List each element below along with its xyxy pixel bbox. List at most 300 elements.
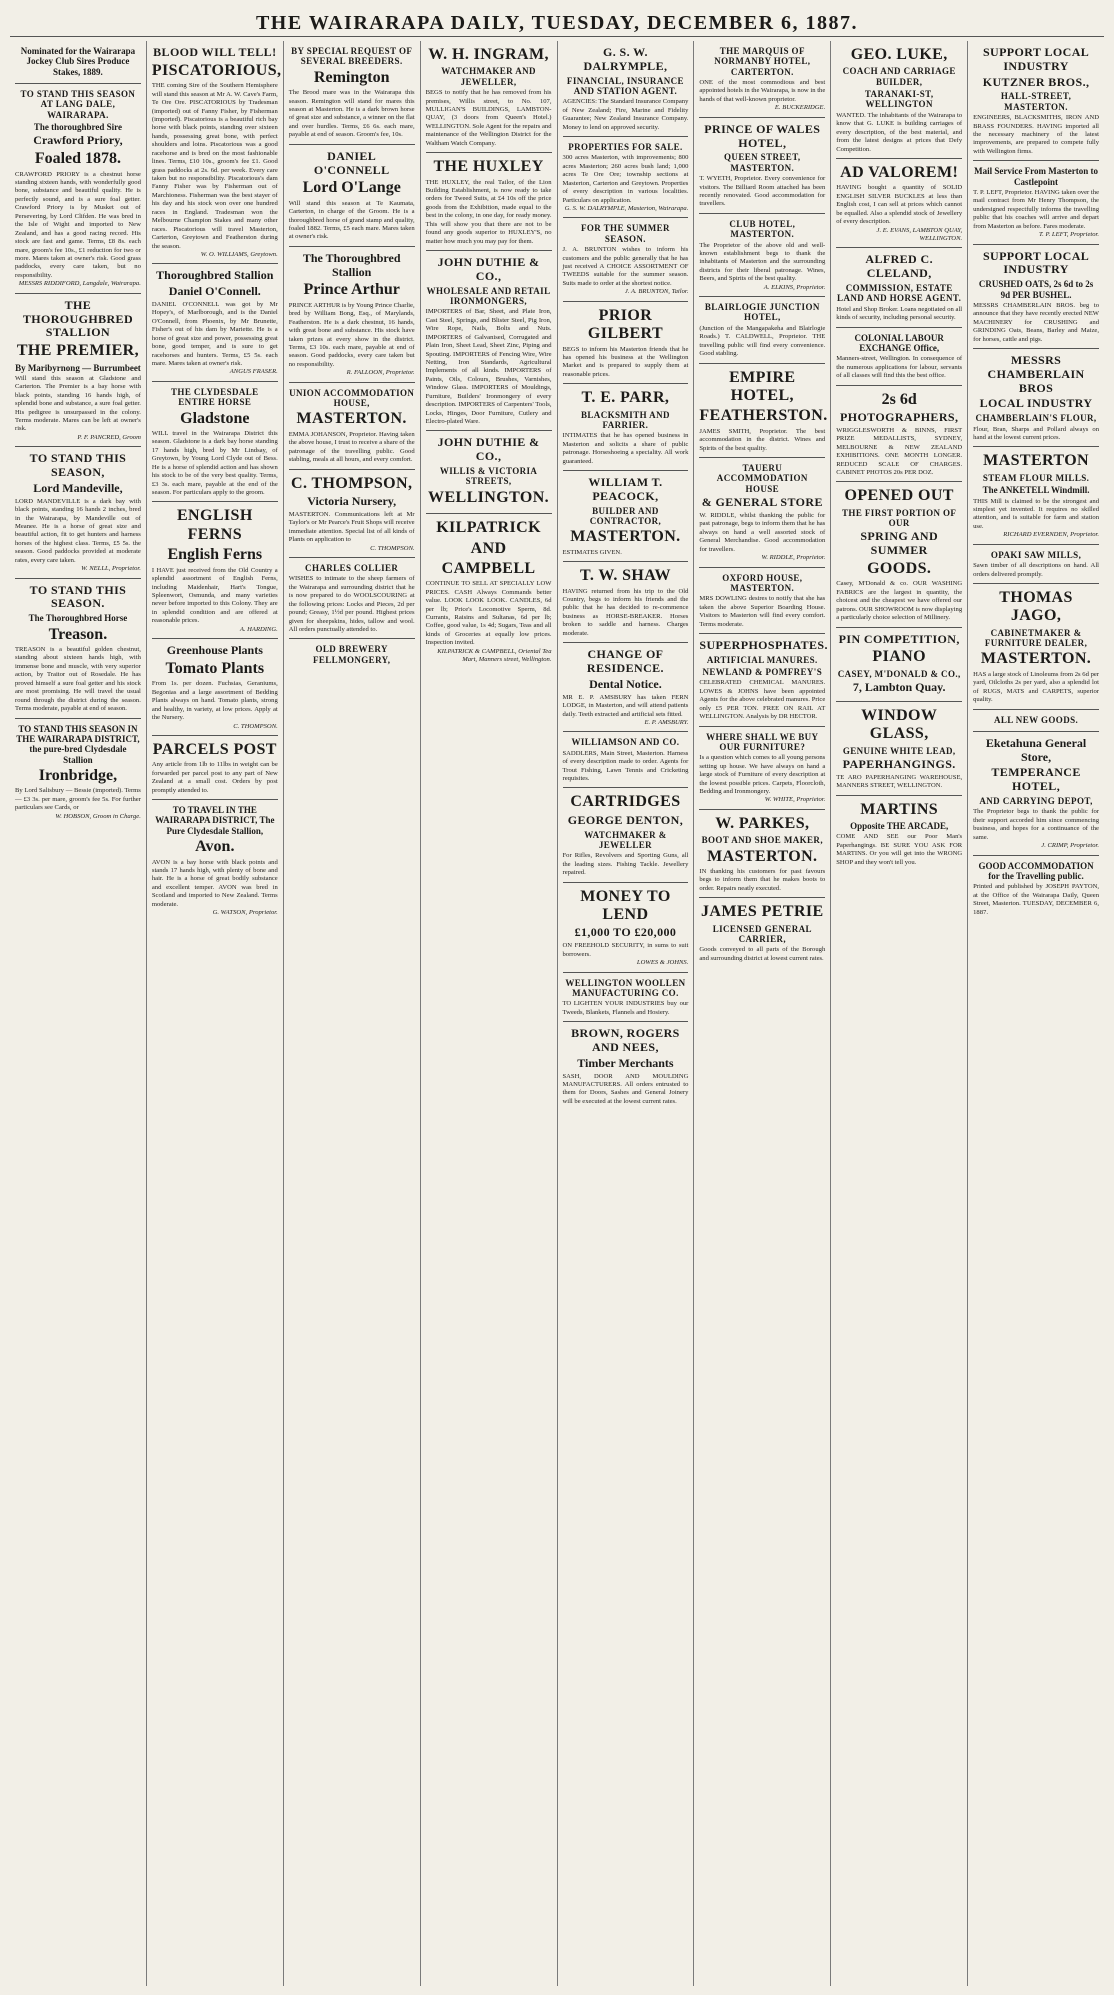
ad-body: Flour, Bran, Sharps and Pollard always on hand at the lowest current prices. <box>973 425 1099 442</box>
ad-heading: TAUERU ACCOMMODATION HOUSE <box>716 463 808 494</box>
ad-body: CELEBRATED CHEMICAL MANURES. LOWES & JOHNS have been appointed Agents for the above celebrated manures. Price only £5 PER TON. FREE ON RAIL AT WELLINGTON. Analysis by DR HECTOR. <box>699 679 826 721</box>
ad-heading: AND <box>470 539 507 557</box>
advertisement <box>699 634 828 727</box>
ad-heading: TARANAKI-ST, WELLINGTON <box>864 89 934 110</box>
ad-body: DANIEL O'CONNELL was got by Mr Hopey's, of Marlborough, and is the Daniel O'Connell, from Phoenix, by Mr Brunette, Fisher's out of his dam by Mariette. He is a horse of great size and power, possessing great bone, good temper, and is sure to get racehorses and hunters. Terms, £5 5s. each mare. Mares taken at owner's risk. <box>151 300 278 368</box>
ad-heading: BLAIRLOGIE JUNCTION HOTEL, <box>704 302 820 323</box>
ad-body: Goods conveyed to all parts of the Borough and surrounding district at lowest current rates. <box>699 946 826 962</box>
ad-heading: Daniel O'Connell. <box>168 284 261 299</box>
ad-body: MRS DOWLING desires to notify that she has taken the above Superior Boarding House. Visitors to Masterton will find every comfort. Terms moderate. <box>699 595 826 628</box>
ad-heading: GENUINE WHITE LEAD, <box>842 745 956 756</box>
ad-heading: SUPPORT LOCAL INDUSTRY <box>982 45 1090 73</box>
ad-heading: SUPPORT LOCAL INDUSTRY <box>982 248 1090 277</box>
ad-heading: BROWN, ROGERS AND NEES, <box>571 1026 680 1054</box>
advertisement <box>836 328 962 386</box>
ad-body: J. A. BRUNTON wishes to inform his customers and the public generally that he has just received A CHOICE ASSORTMENT OF TWEEDS suitable for the summer season. Suits made to order at the shortest notice. <box>562 246 689 287</box>
ad-signature: C. THOMPSON. <box>370 544 415 552</box>
ad-heading: Foaled 1878. <box>34 150 122 168</box>
ad-heading: 7, Lambton Quay. <box>852 680 946 695</box>
advertisement <box>426 431 552 514</box>
columns-container <box>10 41 1104 1986</box>
ad-heading: GOOD ACCOMMODATION for the Travelling public. <box>978 860 1094 881</box>
ad-body: AVON is a bay horse with black points and stands 17 hands high, with plenty of bone and hair. He is a horse of great bodily substance and excellent temper. AVON was bred in Scotland and imported to New Zealand. Terms moderate. <box>151 858 278 908</box>
ad-heading: WATCHMAKER & JEWELLER <box>584 829 667 850</box>
column-6 <box>694 41 831 1986</box>
column-7 <box>831 41 968 1986</box>
ad-heading: TO TRAVEL IN THE WAIRARAPA DISTRICT, The Pure Clydesdale Stallion, <box>155 805 275 836</box>
ad-heading: T. E. PARR, <box>581 389 670 407</box>
ad-body: PRINCE ARTHUR is by Young Prince Charlie, bred by William Bong, Esq., of Marylands, Featherston. He is a dark chestnut, 16 hands, with great bone and substance. His stock have taken prizes at every show in the district. Terms, £3 10s. each mare, payable at end of season. Good paddocks, every care taken but no responsibility. <box>288 301 415 368</box>
ad-body: THE coming Sire of the Southern Hemisphere will stand this season at Mr A. W. Cave's Farm, Te Ore Ore. PISCATORIOUS by Tradesman (imported) out of Fanny Fisher, by Fisherman (imported). Piscatorious is a beautiful rich bay horse with black points, standing over sixteen hands, possessing great bone, with perfect shoulders and loins. Piscatorious was a good racehorse and is bred on the most fashionable lines. Terms, £10 10s., groom's fee £1. Good grass paddocks at 2s. 6d. per week. Every care taken but no responsibility. Piscatorious's dam Fanny Fisher was by Fisherman out of Marchioness. Fisherman was the best stayer of his day and his stock won over one hundred races in England. Tradesman won the Melbourne Champion Stakes and many other races. Piscatorious will travel Masterton, Carterton, Greytown and Featherston during the season. <box>151 82 278 250</box>
ad-heading: CABINETMAKER & FURNITURE DEALER, <box>984 627 1088 649</box>
advertisement <box>836 482 962 627</box>
ad-signature: KILPATRICK & CAMPBELL, Oriental Tea Mart, Manners street, Wellington. <box>437 647 552 664</box>
ad-heading: Tomato Plants <box>165 659 265 677</box>
ad-heading: FINANCIAL, INSURANCE AND STATION AGENT. <box>566 75 684 96</box>
advertisement <box>973 732 1099 856</box>
ad-signature: J. A. BRUNTON, Tailor. <box>624 288 689 296</box>
ad-body: ONE of the most commodious and best appointed hotels in the Wairarapa, is now in the hands of that well-known proprietor. <box>699 79 826 103</box>
ad-heading: Timber Merchants <box>577 1055 674 1070</box>
ad-body: (Junction of the Mangapakeha and Blairlogie Roads.) T. CALDWELL, Proprietor. THE travelling public will find every convenience. Good stabling. <box>699 324 826 358</box>
advertisement <box>836 796 962 871</box>
ad-heading: Remington <box>313 68 390 86</box>
advertisement <box>289 470 415 558</box>
ad-heading: PROPERTIES FOR SALE. <box>568 142 683 153</box>
ad-heading: WHERE SHALL WE BUY OUR FURNITURE? <box>706 731 819 752</box>
ad-heading: UNION ACCOMMODATION HOUSE, <box>289 387 415 409</box>
advertisement <box>289 639 415 671</box>
advertisement <box>563 302 689 385</box>
advertisement <box>152 382 278 503</box>
advertisement <box>836 628 962 702</box>
ad-heading: THE THOROUGHBRED STALLION <box>22 297 134 340</box>
ad-signature: C. THOMPSON. <box>233 722 278 730</box>
ad-heading: Avon. <box>195 838 235 856</box>
ad-heading: WILLIAMSON AND CO. <box>571 737 680 748</box>
advertisement <box>15 447 141 578</box>
ad-heading: THE CLYDESDALE ENTIRE HORSE <box>171 386 259 408</box>
ad-heading: AD VALOREM! <box>840 163 959 181</box>
ad-heading: WHOLESALE AND RETAIL IRONMONGERS, <box>426 285 551 306</box>
advertisement <box>563 973 689 1023</box>
ad-heading: Dental Notice. <box>589 676 662 691</box>
ad-body: LORD MANDEVILLE is a dark bay with black points, standing 16 hands 2 inches, bred in the Wairarapa, by Mandeville out of Meanee. He is a horse of great size and beautiful action, fit to get hunters and harness horses of the highest class. Terms, £5 5s. the season. Good paddocks provided at moderate rates, every care taken. <box>15 497 141 564</box>
advertisement <box>836 159 962 248</box>
advertisement <box>699 568 825 634</box>
ad-heading: ARTIFICIAL MANURES. <box>706 654 818 665</box>
ad-heading: COACH AND CARRIAGE BUILDER, <box>842 66 956 87</box>
ad-heading: FOR THE SUMMER SEASON. <box>580 223 670 244</box>
ad-body: T. P. LEFT, Proprietor. HAVING taken over the mail contract from Mr Henry Thompson, the undersigned respectfully informs the travelling public that his coaches will arrive and depart from Masterton as before. Fares moderate. <box>973 188 1099 230</box>
ad-body: TO LIGHTEN YOUR INDUSTRIES buy our Tweeds, Blankets, Flannels and Hosiery. <box>562 1000 689 1016</box>
ad-body: ENGINEERS, BLACKSMITHS, IRON AND BRASS FOUNDERS. HAVING imported all the necessary machinery of the latest improvements, are prepared to compete fully with Wellington firms. <box>973 114 1099 155</box>
ad-heading: Mail Service From Masterton to Castlepoint <box>974 166 1098 187</box>
ad-body: Sawn timber of all descriptions on hand. All orders delivered promptly. <box>973 562 1099 578</box>
ad-heading: Victoria Nursery, <box>307 494 397 509</box>
ad-heading: WELLINGTON WOOLLEN MANUFACTURING CO. <box>565 977 686 998</box>
ad-heading: AND CARRYING DEPOT, <box>979 796 1093 807</box>
ad-heading: Lord O'Lange <box>302 179 401 197</box>
ad-body: The Brood mare was in the Wairarapa this season. Remington will stand for mares this season at Masterton. He is a dark brown horse of great size and substance, a winner on the flat and over hurdles. Terms, £6 6s. each mare, payable at end of season. Groom's fee, 10s. <box>288 89 415 139</box>
ad-heading: Thoroughbred Stallion <box>156 268 274 283</box>
ad-heading: ALL NEW GOODS. <box>993 714 1079 725</box>
ad-body: From 1s. per dozen. Fuchsias, Geraniums, Begonias and a large assortment of Bedding Plants always on hand. Tomato plants, strong and healthy, in variety, at low prices. Apply at the Nursery. <box>151 680 278 722</box>
ad-heading: PRIOR GILBERT <box>587 306 664 343</box>
ad-heading: WINDOW GLASS, <box>861 706 938 743</box>
ad-heading: STEAM FLOUR MILLS. <box>982 472 1090 483</box>
ad-body: TREASON is a beautiful golden chestnut, standing about sixteen hands high, with immense bone and muscle, with very superior action, by Traitor out of Rosedale. He has proved himself a sure foal getter and his stock are most promising. He will travel the usual round through the district during the season. Terms moderate, payable at end of season. <box>15 646 141 713</box>
ad-heading: THE MARQUIS OF NORMANBY HOTEL, CARTERTON. <box>714 46 811 77</box>
ad-heading: PIANO <box>872 648 926 666</box>
advertisement <box>152 800 278 921</box>
ad-body: EMMA JOHANSON, Proprietor. Having taken the above house, I trust to receive a share of the patronage of the travelling public. Good stabling, meals at all hours, and every comfort. <box>288 430 415 464</box>
advertisement <box>836 248 962 327</box>
ad-body: WISHES to intimate to the sheep farmers of the Wairarapa and surrounding district that he is now prepared to do WOOLSCOURING at the following prices: Locks and Pieces, 2d per pound; Greasy, 1½d per pound. Highest prices given for sheepskins, hides, tallow and wool. All orders punctually attended to. <box>288 575 415 633</box>
ad-signature: MESSRS RIDDIFORD, Langdale, Wairarapa. <box>18 280 141 288</box>
advertisement <box>699 297 825 363</box>
ad-heading: SUPERPHOSPHATES. <box>699 637 828 652</box>
advertisement <box>699 898 825 967</box>
advertisement <box>563 732 689 788</box>
ad-heading: PISCATORIOUS, <box>151 61 282 79</box>
ad-signature: A. ELKINS, Proprietor. <box>763 283 826 291</box>
advertisement <box>973 584 1099 710</box>
column-5 <box>558 41 695 1986</box>
ad-heading: LICENSED GENERAL CARRIER, <box>712 923 812 945</box>
ad-body: WRIGGLESWORTH & BINNS, FIRST PRIZE MEDALLISTS, SYDNEY, MELBOURNE & NEW ZEALAND EXHIBITIONS. ONE MONTH LONGER. REDUCED SCALE OF CHARGES. CABINET PHOTOS 20s PER DOZ. <box>836 426 963 476</box>
ad-heading: MONEY TO LEND <box>580 887 671 924</box>
advertisement <box>289 145 415 247</box>
ad-heading: WATCHMAKER AND JEWELLER, <box>441 66 536 87</box>
ad-heading: MESSRS CHAMBERLAIN BROS <box>987 353 1085 395</box>
advertisement <box>289 247 415 383</box>
ad-body: INTIMATES that he has opened business in Masterton and solicits a share of public patronage. Horseshoeing a speciality. All work guaranteed. <box>562 432 689 465</box>
ad-heading: JAMES PETRIE <box>701 903 824 921</box>
ad-heading: TO STAND THIS SEASON IN THE WAIRARAPA DISTRICT, the pure-bred Clydesdale Stallion <box>16 723 140 765</box>
advertisement <box>15 84 141 294</box>
ad-signature: E. P. AMSBURY. <box>644 718 689 726</box>
ad-heading: The Thoroughbred Stallion <box>302 250 401 279</box>
ad-heading: BUILDER AND CONTRACTOR, <box>589 505 662 527</box>
ad-heading: Greenhouse Plants <box>166 643 263 658</box>
ad-heading: OPENED OUT <box>844 487 954 505</box>
advertisement <box>563 883 689 973</box>
ad-heading: GOODS. <box>867 560 932 578</box>
advertisement <box>973 245 1099 349</box>
advertisement <box>699 364 828 458</box>
ad-heading: C. THOMPSON, <box>290 474 413 492</box>
ad-body: W. RIDDLE, whilst thanking the public for past patronage, begs to inform them that he has always on hand a well assorted stock of General Merchandise. Good accommodation for travellers. <box>699 511 826 553</box>
ad-heading: CAMPBELL <box>441 559 536 577</box>
ad-heading: COLONIAL LABOUR EXCHANGE Office, <box>854 332 944 353</box>
ad-heading: £1,000 TO £20,000 <box>574 925 677 940</box>
ad-body: IMPORTERS of Bar, Sheet, and Plate Iron, Cast Steel, Springs, and Blister Steel, Pig Iron, Wire Rope, Nails, Bolts and Nuts. IMPORTERS of Galvanised, Corrugated and Plain Iron, Sheet Lead, Sheet Zinc, Piping and Spouting. IMPORTERS of Fencing Wire, Wire Netting, Iron Standards, Agricultural Implements of all kinds. IMPORTERS of Paints, Oils, Colours, Brushes, Varnishes, Window Glass. IMPORTERS of Mouldings, Furniture, Builders' Ironmongery of every description. IMPORTERS of Carpenters' Tools, Locks, Hinges, Door Furniture, Cutlery and Electro-plated Ware. <box>425 308 552 425</box>
ad-heading: ALFRED C. CLELAND, <box>865 252 933 281</box>
ad-heading: By Maribyrnong — Burrumbeet <box>15 362 141 373</box>
ad-heading: Prince Arthur <box>303 281 400 299</box>
ad-heading: PAPERHANGINGS. <box>842 757 956 772</box>
ad-body: BEGS to notify that he has removed from his premises, Willis street, to No. 107, MULLIGAN'S BUILDINGS, LAMBTON-QUAY, (3 doors from Queen's Hotel.) WELLINGTON. Sole Agent for the repairs and maintenance of the Wellington District for the Waltham Watch Company. <box>425 89 552 147</box>
ad-signature: J. CRIMP, Proprietor. <box>1041 842 1099 850</box>
ad-body: ON FREEHOLD SECURITY, in sums to suit borrowers. <box>562 942 689 958</box>
ad-heading: THE PREMIER, <box>16 342 140 360</box>
ad-heading: MARTINS <box>860 800 939 818</box>
ad-signature: RICHARD EVERNDEN, Proprietor. <box>1003 531 1099 539</box>
ad-signature: E. BUCKERIDGE. <box>774 104 826 112</box>
ad-signature: W. NELLL, Proprietor. <box>81 565 141 573</box>
ad-heading: PIN COMPETITION, <box>838 631 960 646</box>
ad-heading: COMMISSION, ESTATE LAND AND HORSE AGENT. <box>837 283 962 304</box>
ad-heading: CHANGE OF RESIDENCE. <box>586 647 664 676</box>
ad-body: SASH, DOOR AND MOULDING MANUFACTURERS. All orders entrusted to them for Doors, Sashes and General Joinery will be executed at the lowest current rates. <box>562 1072 689 1105</box>
ad-heading: ENGLISH FERNS <box>176 507 253 543</box>
ad-heading: WILLIS & VICTORIA STREETS, <box>439 466 538 487</box>
advertisement <box>289 383 415 470</box>
ad-body: The Proprietor of the above old and well-known establishment begs to thank the inhabitants of Masterton and the surrounding districts for their liberal patronage. Wines, Beers, and Spirits of the best quality. <box>699 241 826 283</box>
ad-heading: 2s 6d <box>881 390 917 408</box>
ad-heading: HALL-STREET, MASTERTON. <box>1000 91 1072 112</box>
ad-heading: SPRING AND SUMMER <box>860 529 939 558</box>
column-3 <box>284 41 421 1986</box>
advertisement <box>699 727 825 810</box>
ad-heading: T. W. SHAW <box>580 567 671 585</box>
ad-heading: Ironbridge, <box>38 766 118 784</box>
ad-heading: WELLINGTON. <box>428 488 550 506</box>
ad-body: WILL travel in the Wairarapa District this season. Gladstone is a dark bay horse standing 17 hands high, bred by Mr Lindsay, of Greytown, by Young Lord Clyde out of Bess. He is a horse of splendid action and has shown his stock to be of the very best quality. Terms, £3 3s. each mare, payable at the end of the season. For particulars apply to the groom. <box>151 429 278 497</box>
ad-heading: NEWLAND & POMFREY'S <box>702 667 823 678</box>
ad-body: I HAVE just received from the Old Country a splendid assortment of English Ferns, including Maidenhair, Hart's Tongue, Spleenwort, Osmunda, and many varieties never before imported to this Colony. They are in splendid condition and are offered at reasonable prices. <box>151 566 278 625</box>
advertisement <box>699 458 825 567</box>
ad-heading: BOOT AND SHOE MAKER, <box>701 835 823 846</box>
ad-body: THE HUXLEY, the real Tailor, of the Lion Building Establishment, is now ready to take orders for Tweed Suits, at £4 10s off the price goods from the Exhibition, made equal to the best in the colony, in one day, for ready money. This will show you that there are not to be found any goods superior to HUXLEY'S, no matter how much you may pay for them. <box>425 178 552 245</box>
advertisement <box>973 447 1099 544</box>
ad-heading: THOMAS JAGO, <box>999 588 1073 625</box>
ad-body: HAVING bought a quantity of SOLID ENGLISH SILVER BUCKLES at less than English cost, I can sell at prices which cannot be equalled. Also a splendid stock of Jewellery of every description. <box>836 184 963 226</box>
advertisement <box>426 41 552 153</box>
ad-heading: Nominated for the Wairarapa Jockey Club Sires Produce Stakes, 1889. <box>20 46 136 77</box>
ad-heading: OXFORD HOUSE, MASTERTON. <box>722 572 803 593</box>
ad-body: THIS Mill is claimed to be the strongest and simplest yet invented. It requires no skilled attention, and is suitable for farm and station use. <box>973 497 1099 530</box>
advertisement <box>699 214 825 297</box>
ad-heading: Lord Mandeville, <box>33 480 123 495</box>
ad-body: HAVING returned from his trip to the Old Country, begs to inform his friends and the public that he has decided to re-commence business as HORSE-BREAKER. Horses broken to saddle and harness. Charges moderate. <box>562 587 689 637</box>
ad-body: Is a question which comes to all young persons setting up house. We have always on hand a large stock of Furniture of every description at the lowest possible prices. Carpets, Floorcloth, Bedding and Ironmongery. <box>699 754 826 796</box>
ad-body: Will stand this season at Gladstone and Carterton. The Premier is a bay horse with black points, standing 16 hands high, of splendid bone and substance, a sure foal getter. His pedigree is unsurpassed in the colony. Terms moderate. Mares can be left at owner's risk. <box>15 374 141 433</box>
ad-body: ESTIMATES GIVEN. <box>562 548 622 556</box>
advertisement <box>152 639 278 736</box>
ad-heading: CLUB HOTEL, MASTERTON. <box>729 218 796 240</box>
advertisement <box>563 562 689 643</box>
ad-signature: W. RIDDLE, Proprietor. <box>761 554 826 562</box>
advertisement <box>699 810 825 898</box>
ad-heading: CRUSHED OATS, 2s 6d to 2s 9d PER BUSHEL. <box>978 279 1094 300</box>
ad-heading: CASEY, M'DONALD & CO., <box>837 668 961 679</box>
ad-heading: G. S. W. DALRYMPLE, <box>583 45 668 73</box>
ad-heading: The ANKETELL Windmill. <box>982 485 1090 496</box>
ad-body: COME AND SEE our Poor Man's Paperhangings. BE SURE YOU ASK FOR MARTINS. Or you will get into the WRONG SHOP and they won't tell you. <box>836 833 963 866</box>
ad-heading: TO STAND THIS SEASON AT LANG DALE, WAIRARAPA. <box>20 89 136 120</box>
ad-heading: English Ferns <box>167 546 263 564</box>
advertisement <box>563 137 689 218</box>
ad-signature: LOWES & JOHNS. <box>636 959 689 967</box>
ad-heading: MASTERTON. <box>707 847 818 865</box>
ad-body: T. WYETH, Proprietor. Every convenience for visitors. The Billiard Room attached has been recently renovated. Good accommodation for travellers. <box>699 175 826 208</box>
column-2 <box>147 41 284 1986</box>
ad-body: Printed and published by JOSEPH PAYTON, at the Office of the Wairarapa Daily, Queen Street, Masterton. TUESDAY, DECEMBER 6, 1887. <box>973 883 1099 916</box>
ad-signature: J. E. EVANS, LAMBTON QUAY, WELLINGTON. <box>876 226 963 242</box>
ad-body: For Rifles, Revolvers and Sporting Guns, all the leading sizes. Fishing Tackle. Jewellery repaired. <box>562 852 689 877</box>
advertisement <box>563 41 689 137</box>
ad-body: Any article from 1lb to 11lbs in weight can be forwarded per parcel post to any part of New Zealand at a small cost. Orders by post promptly attended to. <box>151 761 278 794</box>
advertisement <box>563 643 689 732</box>
ad-signature: A. HARDING. <box>239 625 278 633</box>
advertisement <box>15 294 141 448</box>
ad-heading: PHOTOGRAPHERS, <box>839 409 959 424</box>
ad-heading: GEO. LUKE, <box>850 46 948 63</box>
ad-heading: GEORGE DENTON, <box>567 812 684 827</box>
masthead: THE WAIRARAPA DAILY, TUESDAY, DECEMBER 6, 1887. <box>10 10 1104 37</box>
advertisement <box>15 719 141 826</box>
ad-heading: CHARLES COLLIER <box>305 563 399 573</box>
ad-heading: TO STAND THIS SEASON. <box>29 582 127 611</box>
ad-heading: BLOOD WILL TELL! <box>153 45 277 59</box>
advertisement <box>152 502 278 639</box>
ad-heading: MASTERTON. <box>980 650 1092 668</box>
advertisement <box>563 471 689 562</box>
ad-body: MR E. P. AMSBURY has taken FERN LODGE, in Masterton, and will attend patients daily. Teeth extracted and artificial sets fitted. <box>562 693 689 718</box>
advertisement <box>426 153 552 251</box>
ad-heading: The Thoroughbred Horse <box>28 613 128 624</box>
advertisement <box>151 41 282 264</box>
ad-body: TE ARO PAPERHANGING WAREHOUSE, MANNERS STREET, WELLINGTON. <box>836 773 963 790</box>
ad-body: Casey, M'Donald & co. OUR WASHING FABRICS are the largest in quantity, the choicest and the cheapest we have offered our patrons. OUR SHOWROOM is now displaying a particularly choice selection of Millinery. <box>836 580 963 622</box>
ad-heading: Treason. <box>48 625 108 643</box>
advertisement <box>563 218 689 301</box>
ad-heading: Opposite THE ARCADE, <box>850 821 949 832</box>
ad-heading: THE FIRST PORTION OF OUR <box>842 507 957 529</box>
advertisement <box>563 384 689 471</box>
advertisement <box>973 349 1099 447</box>
ad-heading: The thoroughbred Sire <box>33 122 122 133</box>
ad-signature: R. FALLOON, Proprietor. <box>346 369 415 377</box>
advertisement <box>699 118 825 214</box>
ad-body: CONTINUE TO SELL AT SPECIALLY LOW PRICES. CASH Always Commands better value. LOOK LOOK LOOK. CANDLES, 6d per lb; Price's Locomotive Sperm, 8d. Currants, Raisins and Sultanas, 6d per lb; Coffee, good value, 1s 4d; Sugars, Teas and all kinds of Groceries at equally low prices. Inspection invited. <box>425 580 552 647</box>
ad-signature: T. P. LEFT, Proprietor. <box>1038 231 1099 239</box>
ad-body: MASTERTON. Communications left at Mr Taylor's or Mr Pearce's Fruit Shops will receive immediate attention. Special list of all kinds of Plants on application to <box>288 510 415 544</box>
ad-body: IN thanking his customers for past favours begs to inform them that he makes boots to order. Repairs neatly executed. <box>699 868 826 892</box>
advertisement <box>836 41 962 159</box>
ad-heading: QUEEN STREET, MASTERTON. <box>724 152 801 173</box>
advertisement <box>836 702 962 796</box>
advertisement <box>289 558 415 639</box>
ad-body: Manners-street, Wellington. In consequence of the numerous applications for labour, servants of all classes will find this the best office. <box>836 355 963 380</box>
ad-heading: JOHN DUTHIE & CO., <box>437 255 540 283</box>
ad-heading: MASTERTON. <box>570 528 681 546</box>
ad-heading: EMPIRE HOTEL, <box>729 368 796 404</box>
advertisement <box>973 545 1099 584</box>
ad-body: HAS a large stock of Linoleums from 2s 6d per yard, Oilcloths 2s per yard, also a splendid lot of RUGS, MATS and CARPETS, superior quality. <box>973 670 1099 704</box>
advertisement <box>699 41 825 118</box>
advertisement <box>563 1022 689 1110</box>
ad-signature: G. S. W. DALRYMPLE, Masterton, Wairarapa. <box>564 205 689 212</box>
advertisement <box>973 710 1099 732</box>
ad-body: Hotel and Shop Broker. Loans negotiated on all kinds of security, including personal security. <box>836 305 963 322</box>
advertisement <box>152 264 278 382</box>
advertisement <box>973 41 1099 161</box>
ad-body: 300 acres Masterton, with improvements; 800 acres Masterton; 260 acres bush land; 1,000 acres Te Ore Ore; township sections at Masterton, Carterton and Greytown. Properties of every description in various localities. Particulars on application. <box>562 154 689 204</box>
advertisement <box>289 41 415 145</box>
ad-body: The Proprietor begs to thank the public for their support accorded him since commencing business, and hopes for a continuance of the same. <box>973 808 1099 841</box>
ad-heading: JOHN DUTHIE & CO., <box>437 435 540 464</box>
ad-signature: P. F. PANCRED, Groom <box>77 433 141 441</box>
ad-heading: MASTERTON <box>983 452 1089 470</box>
ad-heading: BY SPECIAL REQUEST OF SEVERAL BREEDERS. <box>291 46 413 67</box>
ad-signature: W. HOBSON, Groom in Charge. <box>55 812 141 820</box>
ad-body: SADDLERS, Main Street, Masterton. Harness of every description made to order. Agents for Trout Fishing, Lawn Tennis and Cricketing requisites. <box>562 749 689 783</box>
ad-heading: TO STAND THIS SEASON, <box>29 451 127 480</box>
ad-heading: DANIEL O'CONNELL <box>313 148 390 177</box>
ad-heading: W. PARKES, <box>715 814 810 832</box>
column-4 <box>421 41 558 1986</box>
advertisement <box>836 386 962 483</box>
ad-signature: W. O. WILLIAMS, Greytown. <box>200 250 278 258</box>
column-8 <box>968 41 1104 1986</box>
advertisement <box>152 736 278 800</box>
ad-heading: BLACKSMITH AND FARRIER. <box>581 409 670 431</box>
ad-body: JAMES SMITH, Proprietor. The best accommodation in the district. Wines and Spirits of the best quality. <box>699 427 826 452</box>
ad-body: CRAWFORD PRIORY is a chestnut horse standing sixteen hands, with wonderfully good bone, substance and beautiful quality. He is perfectly sound, and is a sure foal getter. Crawford Priory is by Musket out of Persevering, by Lord Clifden. He was bred in the Isle of Wight and imported to New Zealand, and has a good racing record. His stock are fast and game. Terms, £8 8s. each mare, groom's fee 10s., £1 reduction for two or more. Mares taken at owner's risk. Good grass paddocks, every care taken, but no responsibility. <box>15 170 141 279</box>
ad-signature: ANGUS FRASER. <box>229 368 278 376</box>
ad-heading: W. H. INGRAM, <box>428 46 549 63</box>
ad-heading: OLD BREWERY FELLMONGERY, <box>312 644 391 665</box>
ad-body: Will stand this season at Te Kaumata, Carterton, in charge of the Groom. He is a thoroughbred horse of grand stamp and quality, foaled 1882. Terms, £5 each mare. Mares taken at owner's risk. <box>288 199 415 241</box>
ad-body: BEGS to inform his Masterton friends that he has opened his business at the Wellington Market and is prepared to supply them at reasonable prices. <box>562 345 689 378</box>
ad-heading: TEMPERANCE HOTEL, <box>991 765 1081 794</box>
ad-heading: Crawford Priory, <box>33 133 123 148</box>
advertisement <box>426 514 552 669</box>
ad-heading: PARCELS POST <box>152 740 277 758</box>
advertisement <box>426 251 552 431</box>
ad-heading: Gladstone <box>180 409 250 427</box>
ad-heading: Eketahuna General Store, <box>985 735 1087 764</box>
ad-heading: KUTZNER BROS., <box>982 74 1090 89</box>
ad-heading: LOCAL INDUSTRY <box>979 396 1093 411</box>
ad-heading: WILLIAM T. PEACOCK, <box>588 475 663 503</box>
advertisement <box>973 856 1099 921</box>
ad-heading: MASTERTON. <box>296 410 407 428</box>
ad-heading: FEATHERSTON. <box>699 407 828 425</box>
ad-heading: THE HUXLEY <box>433 158 544 176</box>
advertisement <box>15 579 141 719</box>
advertisement <box>15 41 141 84</box>
ad-signature: W. WHITE, Proprietor. <box>764 796 826 804</box>
column-1 <box>10 41 147 1986</box>
ad-heading: CARTRIDGES <box>570 793 681 811</box>
ad-body: MESSRS CHAMBERLAIN BROS. beg to announce that they have recently erected NEW MACHINERY for CRUSHING and GRINDING Oats, Beans, Barley and Maize, for horses, cattle and pigs. <box>973 301 1099 343</box>
ad-heading: CHAMBERLAIN'S FLOUR, <box>975 413 1097 424</box>
ad-body: By Lord Salisbury — Bessie (imported). Terms — £3 3s. per mare, groom's fee 5s. For further particulars see Cards, or <box>15 787 141 812</box>
ad-heading: & GENERAL STORE <box>701 495 823 510</box>
ad-heading: KILPATRICK <box>436 519 541 537</box>
ad-heading: PRINCE OF WALES HOTEL, <box>704 121 821 150</box>
ad-body: WANTED. The inhabitants of the Wairarapa to know that G. LUKE is building carriages of every description, of the best material, and from the latest designs at prices that Defy Competition. <box>836 111 963 153</box>
advertisement <box>563 788 689 882</box>
advertisement <box>973 161 1099 244</box>
ad-body: AGENCIES: The Standard Insurance Company of New Zealand; Fire, Marine and Fidelity Guarantee; New Zealand Insurance Company. Money to lend on approved security. <box>562 98 689 131</box>
ad-heading: OPAKI SAW MILLS, <box>990 549 1082 560</box>
ad-signature: G. WATSON, Proprietor. <box>212 909 278 917</box>
